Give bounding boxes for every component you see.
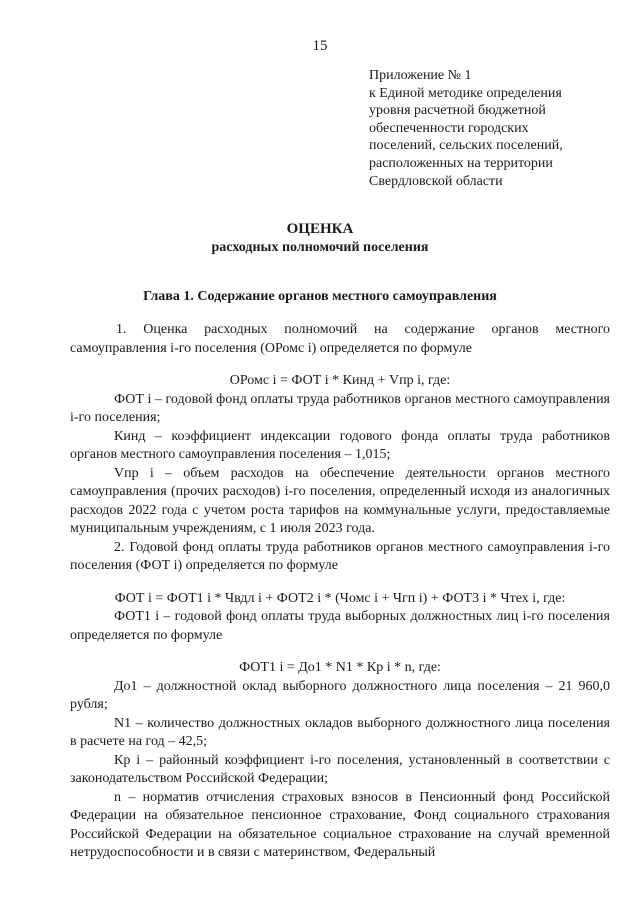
- chapter-heading: Глава 1. Содержание органов местного самоуправления: [143, 289, 497, 304]
- appendix-line: Свердловской области: [369, 173, 503, 189]
- appendix-line: Приложение № 1: [369, 68, 472, 83]
- appendix-line: обеспеченности городских: [369, 120, 529, 136]
- appendix-line: к Единой методике определения: [369, 85, 562, 101]
- document-body: [70, 321, 610, 863]
- appendix-line: расположенных на территории: [369, 155, 553, 171]
- formula-1: ОРомс i = ФОТ i * Кинд + Vпр i, где:: [229, 373, 451, 388]
- formula-3: ФОТ1 i = До1 * N1 * Кр i * n, где:: [239, 660, 441, 675]
- paragraph-10: n – норматив отчисления страховых взносов в Пенсионный фонд Российской Федерации на обязательное пенсионное страхование, Фонд социального страхования Российской Федерации на обязательное социальное страхование на случай временной нетрудоспособности и в связи с материнством, Федеральный: [70, 789, 610, 860]
- document-subtitle: расходных полномочий поселения: [211, 240, 429, 255]
- formula-2: ФОТ i = ФОТ1 i * Чвдл i + ФОТ2 i * (Чомс i + Чгп i) + ФОТ3 i * Чтех i, где:: [114, 590, 566, 606]
- paragraph-2: ФОТ i – годовой фонд оплаты труда работников органов местного самоуправления i-го поселения;: [70, 391, 610, 425]
- page-number: 15: [312, 38, 328, 54]
- paragraph-3: Кинд – коэффициент индексации годового фонда оплаты труда работников органов местного самоуправления поселения – 1,015;: [70, 428, 610, 462]
- appendix-line: поселений, сельских поселений,: [369, 138, 563, 154]
- paragraph-1: 1. Оценка расходных полномочий на содержание органов местного самоуправления i-го поселения (ОРомс i) определяется по формуле: [70, 322, 610, 356]
- appendix-block: [369, 67, 563, 190]
- document-title: ОЦЕНКА: [286, 221, 354, 237]
- paragraph-6: ФОТ1 i – годовой фонд оплаты труда выборных должностных лиц i-го поселения определяется по формуле: [70, 609, 610, 643]
- appendix-line: уровня расчетной бюджетной: [369, 103, 546, 119]
- paragraph-4: Vпр i – объем расходов на обеспечение деятельности органов местного самоуправления (прочих расходов) i-го поселения, определенный исходя из аналогичных расходов 2022 года с учетом роста тарифов на коммунальные услуги, предоставляемые муниципальным учреждениям, с 1 июля 2023 года.: [70, 465, 610, 536]
- paragraph-9: Кр i – районный коэффициент i-го поселения, установленный в соответствии с законодательством Российской Федерации;: [70, 752, 610, 786]
- paragraph-5: 2. Годовой фонд оплаты труда работников органов местного самоуправления i-го поселения (ФОТ i) определяется по формуле: [70, 539, 610, 573]
- paragraph-8: N1 – количество должностных окладов выборного должностного лица поселения в расчете на год – 42,5;: [70, 715, 610, 749]
- paragraph-7: До1 – должностной оклад выборного должностного лица поселения – 21 960,0 рубля;: [70, 678, 610, 712]
